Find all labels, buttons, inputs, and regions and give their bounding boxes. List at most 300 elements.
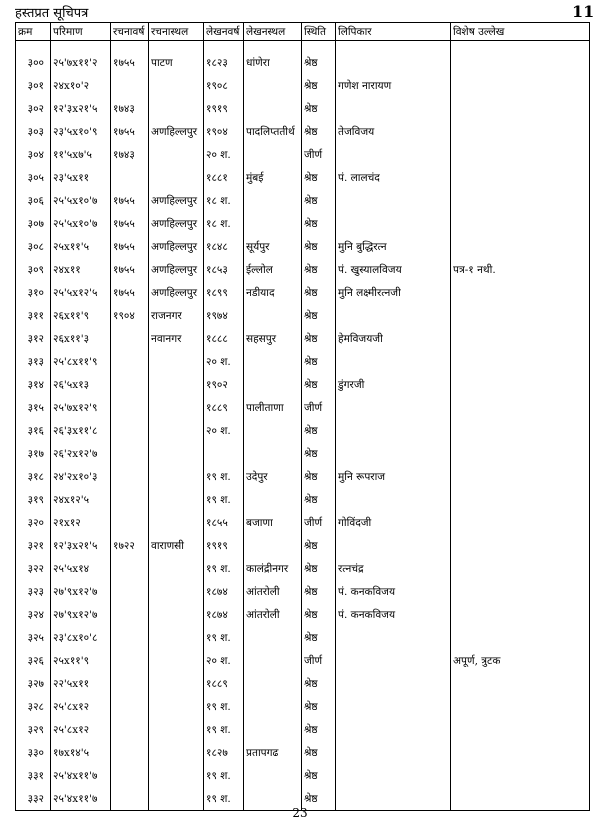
cell-vishesh-ullekh <box>451 74 590 97</box>
cell-parimaan: २५'८x११'९ <box>51 350 111 373</box>
cell-rachnavarsh: १९०४ <box>111 304 149 327</box>
header-rachnasthal: रचनास्थल <box>149 23 204 41</box>
cell-lipikar: रत्नचंद्र <box>336 557 451 580</box>
cell-parimaan: २६'३x११'८ <box>51 419 111 442</box>
header-vishesh-ullekh: विशेष उल्लेख <box>451 23 590 41</box>
cell-rachnavarsh <box>111 672 149 695</box>
cell-lipikar <box>336 534 451 557</box>
cell-lipikar <box>336 649 451 672</box>
cell-rachnasthal <box>149 764 204 787</box>
cell-lekhanvarsh: १९ श. <box>204 488 244 511</box>
cell-kram: ३२९ <box>16 718 51 741</box>
cell-lekhansthal: सूर्यपुर <box>244 235 302 258</box>
page-title: हस्तप्रत सूचिपत्र <box>15 6 89 21</box>
cell-kram: ३०२ <box>16 97 51 120</box>
cell-lipikar <box>336 695 451 718</box>
cell-rachnavarsh <box>111 603 149 626</box>
cell-lekhansthal <box>244 143 302 166</box>
cell-lipikar: पं. कनकविजय <box>336 580 451 603</box>
cell-lipikar <box>336 442 451 465</box>
cell-rachnavarsh <box>111 442 149 465</box>
cell-rachnasthal <box>149 442 204 465</box>
cell-lekhansthal <box>244 534 302 557</box>
cell-vishesh-ullekh <box>451 672 590 695</box>
cell-rachnavarsh <box>111 74 149 97</box>
cell-parimaan: २६x११'९ <box>51 304 111 327</box>
cell-parimaan: २७'९x१२'७ <box>51 580 111 603</box>
cell-parimaan: २५'८x१२ <box>51 718 111 741</box>
cell-parimaan: १७x१४'५ <box>51 741 111 764</box>
cell-rachnasthal <box>149 166 204 189</box>
cell-vishesh-ullekh <box>451 580 590 603</box>
cell-sthiti: श्रेष्ठ <box>302 488 336 511</box>
cell-rachnavarsh <box>111 396 149 419</box>
cell-lekhansthal <box>244 488 302 511</box>
cell-vishesh-ullekh: पत्र-१ नथी. <box>451 258 590 281</box>
cell-kram: ३२६ <box>16 649 51 672</box>
cell-lipikar <box>336 764 451 787</box>
cell-kram: ३३० <box>16 741 51 764</box>
cell-rachnavarsh <box>111 419 149 442</box>
cell-sthiti: श्रेष्ठ <box>302 603 336 626</box>
cell-lekhanvarsh: १८८९ <box>204 672 244 695</box>
cell-vishesh-ullekh <box>451 189 590 212</box>
cell-lekhansthal: आंतरोली <box>244 603 302 626</box>
cell-lipikar: गोविंदजी <box>336 511 451 534</box>
cell-lekhansthal <box>244 304 302 327</box>
cell-vishesh-ullekh <box>451 488 590 511</box>
cell-lekhanvarsh: १८८९ <box>204 396 244 419</box>
header-kram: क्रम <box>16 23 51 41</box>
table-row <box>16 557 590 580</box>
table-row <box>16 695 590 718</box>
cell-kram: ३१५ <box>16 396 51 419</box>
cell-kram: ३२० <box>16 511 51 534</box>
cell-lekhansthal <box>244 672 302 695</box>
cell-vishesh-ullekh <box>451 695 590 718</box>
cell-vishesh-ullekh <box>451 166 590 189</box>
table-row <box>16 373 590 396</box>
cell-vishesh-ullekh <box>451 396 590 419</box>
cell-lekhanvarsh: १८५३ <box>204 258 244 281</box>
cell-lekhanvarsh: १९ श. <box>204 787 244 811</box>
cell-rachnasthal <box>149 603 204 626</box>
cell-kram: ३०१ <box>16 74 51 97</box>
table-row <box>16 603 590 626</box>
header-lekhanvarsh: लेखनवर्ष <box>204 23 244 41</box>
cell-rachnavarsh: १७४३ <box>111 97 149 120</box>
cell-lekhansthal: सहसपुर <box>244 327 302 350</box>
cell-lipikar <box>336 189 451 212</box>
cell-lekhanvarsh: २० श. <box>204 419 244 442</box>
cell-sthiti: श्रेष्ठ <box>302 235 336 258</box>
cell-rachnasthal <box>149 488 204 511</box>
cell-sthiti: जीर्ण <box>302 396 336 419</box>
cell-kram: ३२७ <box>16 672 51 695</box>
cell-sthiti: श्रेष्ठ <box>302 442 336 465</box>
table-row <box>16 166 590 189</box>
cell-lekhansthal <box>244 97 302 120</box>
cell-sthiti: श्रेष्ठ <box>302 258 336 281</box>
cell-lekhansthal <box>244 212 302 235</box>
cell-sthiti: जीर्ण <box>302 143 336 166</box>
cell-sthiti: श्रेष्ठ <box>302 764 336 787</box>
cell-lekhanvarsh: १८९९ <box>204 281 244 304</box>
cell-kram: ३३१ <box>16 764 51 787</box>
cell-rachnasthal <box>149 350 204 373</box>
cell-rachnavarsh <box>111 626 149 649</box>
cell-parimaan: २६'५x१३ <box>51 373 111 396</box>
cell-vishesh-ullekh <box>451 626 590 649</box>
cell-kram: ३०८ <box>16 235 51 258</box>
cell-kram: ३१९ <box>16 488 51 511</box>
cell-vishesh-ullekh <box>451 212 590 235</box>
cell-parimaan: २२'५x११ <box>51 672 111 695</box>
cell-lipikar: तेजविजय <box>336 120 451 143</box>
cell-kram: ३०७ <box>16 212 51 235</box>
cell-vishesh-ullekh <box>451 235 590 258</box>
header-rachnavarsh: रचनावर्ष <box>111 23 149 41</box>
cell-lekhansthal <box>244 626 302 649</box>
cell-parimaan: १२'३x२१'५ <box>51 97 111 120</box>
cell-rachnasthal <box>149 511 204 534</box>
cell-sthiti: श्रेष्ठ <box>302 373 336 396</box>
cell-sthiti: श्रेष्ठ <box>302 212 336 235</box>
cell-sthiti: श्रेष्ठ <box>302 534 336 557</box>
page-number: 11 <box>572 2 595 21</box>
cell-parimaan: २५'७x१२'९ <box>51 396 111 419</box>
cell-rachnasthal <box>149 718 204 741</box>
cell-vishesh-ullekh <box>451 419 590 442</box>
cell-parimaan: २६'२x१२'७ <box>51 442 111 465</box>
cell-rachnavarsh <box>111 764 149 787</box>
cell-kram: ३११ <box>16 304 51 327</box>
cell-parimaan: २६x११'३ <box>51 327 111 350</box>
cell-lekhansthal: नडीयाद <box>244 281 302 304</box>
table-row <box>16 350 590 373</box>
table-row <box>16 626 590 649</box>
cell-parimaan: ११'५x७'५ <box>51 143 111 166</box>
cell-lipikar <box>336 212 451 235</box>
cell-kram: ३२१ <box>16 534 51 557</box>
table-row <box>16 120 590 143</box>
table-row <box>16 97 590 120</box>
table-row <box>16 534 590 557</box>
cell-kram: ३२५ <box>16 626 51 649</box>
cell-rachnavarsh: १७५५ <box>111 120 149 143</box>
cell-rachnasthal <box>149 396 204 419</box>
cell-parimaan: २५'७x११'२ <box>51 41 111 75</box>
cell-rachnavarsh <box>111 718 149 741</box>
cell-lekhansthal <box>244 695 302 718</box>
cell-sthiti: श्रेष्ठ <box>302 304 336 327</box>
cell-kram: ३१६ <box>16 419 51 442</box>
cell-kram: ३२२ <box>16 557 51 580</box>
cell-lekhanvarsh: १८२३ <box>204 41 244 75</box>
cell-lekhanvarsh: १९०४ <box>204 120 244 143</box>
cell-sthiti: श्रेष्ठ <box>302 741 336 764</box>
cell-vishesh-ullekh <box>451 281 590 304</box>
cell-rachnasthal: राजनगर <box>149 304 204 327</box>
table-row <box>16 580 590 603</box>
table-row <box>16 74 590 97</box>
cell-lipikar <box>336 304 451 327</box>
cell-rachnasthal: अणहिल्लपुर <box>149 235 204 258</box>
cell-lipikar: पं. खुस्यालविजय <box>336 258 451 281</box>
cell-sthiti: जीर्ण <box>302 649 336 672</box>
cell-parimaan: २३'५x११ <box>51 166 111 189</box>
cell-parimaan: २४x१०'२ <box>51 74 111 97</box>
cell-rachnasthal <box>149 419 204 442</box>
cell-lipikar <box>336 97 451 120</box>
cell-rachnasthal: अणहिल्लपुर <box>149 212 204 235</box>
cell-lekhanvarsh: १९ श. <box>204 718 244 741</box>
cell-vishesh-ullekh <box>451 741 590 764</box>
cell-parimaan: २५'५x१०'७ <box>51 212 111 235</box>
cell-lekhansthal <box>244 764 302 787</box>
cell-kram: ३०३ <box>16 120 51 143</box>
cell-lekhanvarsh: १९ श. <box>204 465 244 488</box>
cell-lekhansthal: पादलिप्ततीर्थ <box>244 120 302 143</box>
table-row <box>16 327 590 350</box>
cell-rachnavarsh <box>111 580 149 603</box>
cell-lekhanvarsh <box>204 442 244 465</box>
cell-parimaan: २३'५x१०'९ <box>51 120 111 143</box>
cell-lekhanvarsh: १९७४ <box>204 304 244 327</box>
cell-rachnasthal <box>149 465 204 488</box>
cell-lipikar <box>336 143 451 166</box>
cell-lekhansthal: प्रतापगढ <box>244 741 302 764</box>
cell-rachnavarsh <box>111 350 149 373</box>
cell-lipikar <box>336 488 451 511</box>
cell-rachnavarsh: १७५५ <box>111 212 149 235</box>
cell-kram: ३१२ <box>16 327 51 350</box>
cell-lekhansthal <box>244 350 302 373</box>
table-row <box>16 396 590 419</box>
cell-sthiti: श्रेष्ठ <box>302 327 336 350</box>
cell-lekhansthal <box>244 442 302 465</box>
cell-kram: ३०६ <box>16 189 51 212</box>
cell-vishesh-ullekh <box>451 350 590 373</box>
cell-kram: ३१८ <box>16 465 51 488</box>
cell-lipikar: हेमविजयजी <box>336 327 451 350</box>
cell-sthiti: श्रेष्ठ <box>302 465 336 488</box>
cell-lekhansthal: कालंद्रीनगर <box>244 557 302 580</box>
cell-kram: ३०५ <box>16 166 51 189</box>
cell-kram: ३१४ <box>16 373 51 396</box>
cell-lekhanvarsh: २० श. <box>204 649 244 672</box>
cell-lekhanvarsh: १९ श. <box>204 764 244 787</box>
cell-lipikar: मुनि लक्ष्मीरत्नजी <box>336 281 451 304</box>
cell-lipikar: मुनि बुद्धिरत्न <box>336 235 451 258</box>
table-row <box>16 511 590 534</box>
cell-lekhanvarsh: १९०८ <box>204 74 244 97</box>
cell-vishesh-ullekh <box>451 373 590 396</box>
table-row <box>16 718 590 741</box>
cell-vishesh-ullekh <box>451 327 590 350</box>
table-row <box>16 442 590 465</box>
cell-rachnavarsh <box>111 373 149 396</box>
cell-parimaan: २५x११'९ <box>51 649 111 672</box>
cell-vishesh-ullekh <box>451 41 590 75</box>
cell-parimaan: २४x११ <box>51 258 111 281</box>
table-row <box>16 212 590 235</box>
table-row <box>16 419 590 442</box>
cell-rachnavarsh: १७५५ <box>111 235 149 258</box>
cell-rachnasthal: अणहिल्लपुर <box>149 258 204 281</box>
cell-rachnavarsh: १७२२ <box>111 534 149 557</box>
cell-rachnavarsh <box>111 166 149 189</box>
cell-lipikar <box>336 718 451 741</box>
cell-rachnavarsh <box>111 465 149 488</box>
cell-rachnasthal <box>149 626 204 649</box>
cell-rachnavarsh: १७५५ <box>111 258 149 281</box>
cell-lekhanvarsh: १९१९ <box>204 534 244 557</box>
cell-lekhanvarsh: १८ श. <box>204 189 244 212</box>
cell-rachnasthal <box>149 97 204 120</box>
cell-lekhanvarsh: १८४८ <box>204 235 244 258</box>
table-row <box>16 672 590 695</box>
cell-sthiti: श्रेष्ठ <box>302 189 336 212</box>
cell-rachnavarsh <box>111 488 149 511</box>
cell-lekhanvarsh: २० श. <box>204 143 244 166</box>
header-lipikar: लिपिकार <box>336 23 451 41</box>
cell-rachnavarsh: १७५५ <box>111 281 149 304</box>
cell-lekhanvarsh: १९ श. <box>204 695 244 718</box>
cell-lekhansthal: धांणेरा <box>244 41 302 75</box>
cell-vishesh-ullekh <box>451 511 590 534</box>
cell-rachnavarsh: १७५५ <box>111 41 149 75</box>
cell-kram: ३१७ <box>16 442 51 465</box>
cell-lekhanvarsh: १९०२ <box>204 373 244 396</box>
cell-lekhansthal: ईल्लोल <box>244 258 302 281</box>
cell-lipikar <box>336 41 451 75</box>
cell-lipikar: डुंगरजी <box>336 373 451 396</box>
cell-lekhanvarsh: १९ श. <box>204 626 244 649</box>
cell-lekhanvarsh: १८७४ <box>204 580 244 603</box>
cell-lekhanvarsh: १९१९ <box>204 97 244 120</box>
cell-vishesh-ullekh <box>451 603 590 626</box>
cell-kram: ३०० <box>16 41 51 75</box>
cell-rachnavarsh <box>111 649 149 672</box>
cell-lipikar <box>336 350 451 373</box>
cell-rachnasthal: पाटण <box>149 41 204 75</box>
table-row <box>16 465 590 488</box>
cell-lekhanvarsh: १८ श. <box>204 212 244 235</box>
cell-parimaan: २४x१२'५ <box>51 488 111 511</box>
cell-lekhanvarsh: १८८१ <box>204 166 244 189</box>
cell-lipikar: पं. लालचंद <box>336 166 451 189</box>
cell-rachnavarsh <box>111 327 149 350</box>
cell-vishesh-ullekh <box>451 465 590 488</box>
cell-lekhansthal <box>244 373 302 396</box>
cell-rachnasthal: अणहिल्लपुर <box>149 120 204 143</box>
cell-parimaan: २५x११'५ <box>51 235 111 258</box>
cell-kram: ३२४ <box>16 603 51 626</box>
cell-vishesh-ullekh <box>451 97 590 120</box>
cell-parimaan: २३'८x१०'८ <box>51 626 111 649</box>
cell-rachnasthal <box>149 143 204 166</box>
cell-vishesh-ullekh <box>451 718 590 741</box>
cell-sthiti: श्रेष्ठ <box>302 166 336 189</box>
cell-lekhansthal <box>244 74 302 97</box>
folio-number: 23 <box>292 806 308 820</box>
header-sthiti: स्थिति <box>302 23 336 41</box>
cell-rachnavarsh <box>111 695 149 718</box>
cell-sthiti: श्रेष्ठ <box>302 41 336 75</box>
cell-kram: ३१० <box>16 281 51 304</box>
cell-sthiti: श्रेष्ठ <box>302 787 336 811</box>
cell-sthiti: श्रेष्ठ <box>302 97 336 120</box>
cell-rachnavarsh <box>111 741 149 764</box>
cell-vishesh-ullekh <box>451 442 590 465</box>
cell-vishesh-ullekh <box>451 304 590 327</box>
cell-sthiti: श्रेष्ठ <box>302 350 336 373</box>
cell-rachnasthal <box>149 672 204 695</box>
cell-rachnavarsh <box>111 557 149 580</box>
cell-vishesh-ullekh: अपूर्ण, त्रुटक <box>451 649 590 672</box>
cell-sthiti: श्रेष्ठ <box>302 557 336 580</box>
cell-parimaan: २५'८x१२ <box>51 695 111 718</box>
table-row <box>16 741 590 764</box>
cell-parimaan: १२'३x२१'५ <box>51 534 111 557</box>
cell-rachnasthal: अणहिल्लपुर <box>149 281 204 304</box>
cell-kram: ३३२ <box>16 787 51 811</box>
table-row <box>16 304 590 327</box>
cell-lekhansthal <box>244 649 302 672</box>
cell-sthiti: श्रेष्ठ <box>302 281 336 304</box>
cell-lekhanvarsh: १९ श. <box>204 557 244 580</box>
cell-lekhanvarsh: १८२७ <box>204 741 244 764</box>
table-row <box>16 143 590 166</box>
cell-parimaan: २५'५x१२'५ <box>51 281 111 304</box>
cell-sthiti: जीर्ण <box>302 511 336 534</box>
cell-lekhanvarsh: १८७४ <box>204 603 244 626</box>
cell-lekhanvarsh: १८५५ <box>204 511 244 534</box>
manuscript-catalog-table <box>15 22 590 811</box>
header-parimaan: परिमाण <box>51 23 111 41</box>
cell-rachnasthal <box>149 695 204 718</box>
cell-sthiti: श्रेष्ठ <box>302 120 336 143</box>
table-row <box>16 281 590 304</box>
table-row <box>16 189 590 212</box>
cell-kram: ३०४ <box>16 143 51 166</box>
table-row <box>16 488 590 511</box>
table-row <box>16 649 590 672</box>
cell-lipikar <box>336 672 451 695</box>
header-lekhansthal: लेखनस्थल <box>244 23 302 41</box>
cell-lekhansthal <box>244 189 302 212</box>
cell-sthiti: श्रेष्ठ <box>302 695 336 718</box>
cell-rachnasthal <box>149 373 204 396</box>
cell-vishesh-ullekh <box>451 120 590 143</box>
cell-lipikar <box>336 741 451 764</box>
cell-sthiti: श्रेष्ठ <box>302 718 336 741</box>
cell-parimaan: २७'९x१२'७ <box>51 603 111 626</box>
cell-rachnavarsh: १७५५ <box>111 189 149 212</box>
cell-lipikar: मुनि रूपराज <box>336 465 451 488</box>
cell-parimaan: २५'५x१४ <box>51 557 111 580</box>
cell-lipikar <box>336 396 451 419</box>
cell-parimaan: २५'४x११'७ <box>51 764 111 787</box>
cell-kram: ३१३ <box>16 350 51 373</box>
cell-vishesh-ullekh <box>451 534 590 557</box>
cell-lipikar: गणेश नारायण <box>336 74 451 97</box>
table-row <box>16 235 590 258</box>
cell-rachnasthal <box>149 74 204 97</box>
cell-lekhanvarsh: २० श. <box>204 350 244 373</box>
cell-rachnavarsh <box>111 511 149 534</box>
